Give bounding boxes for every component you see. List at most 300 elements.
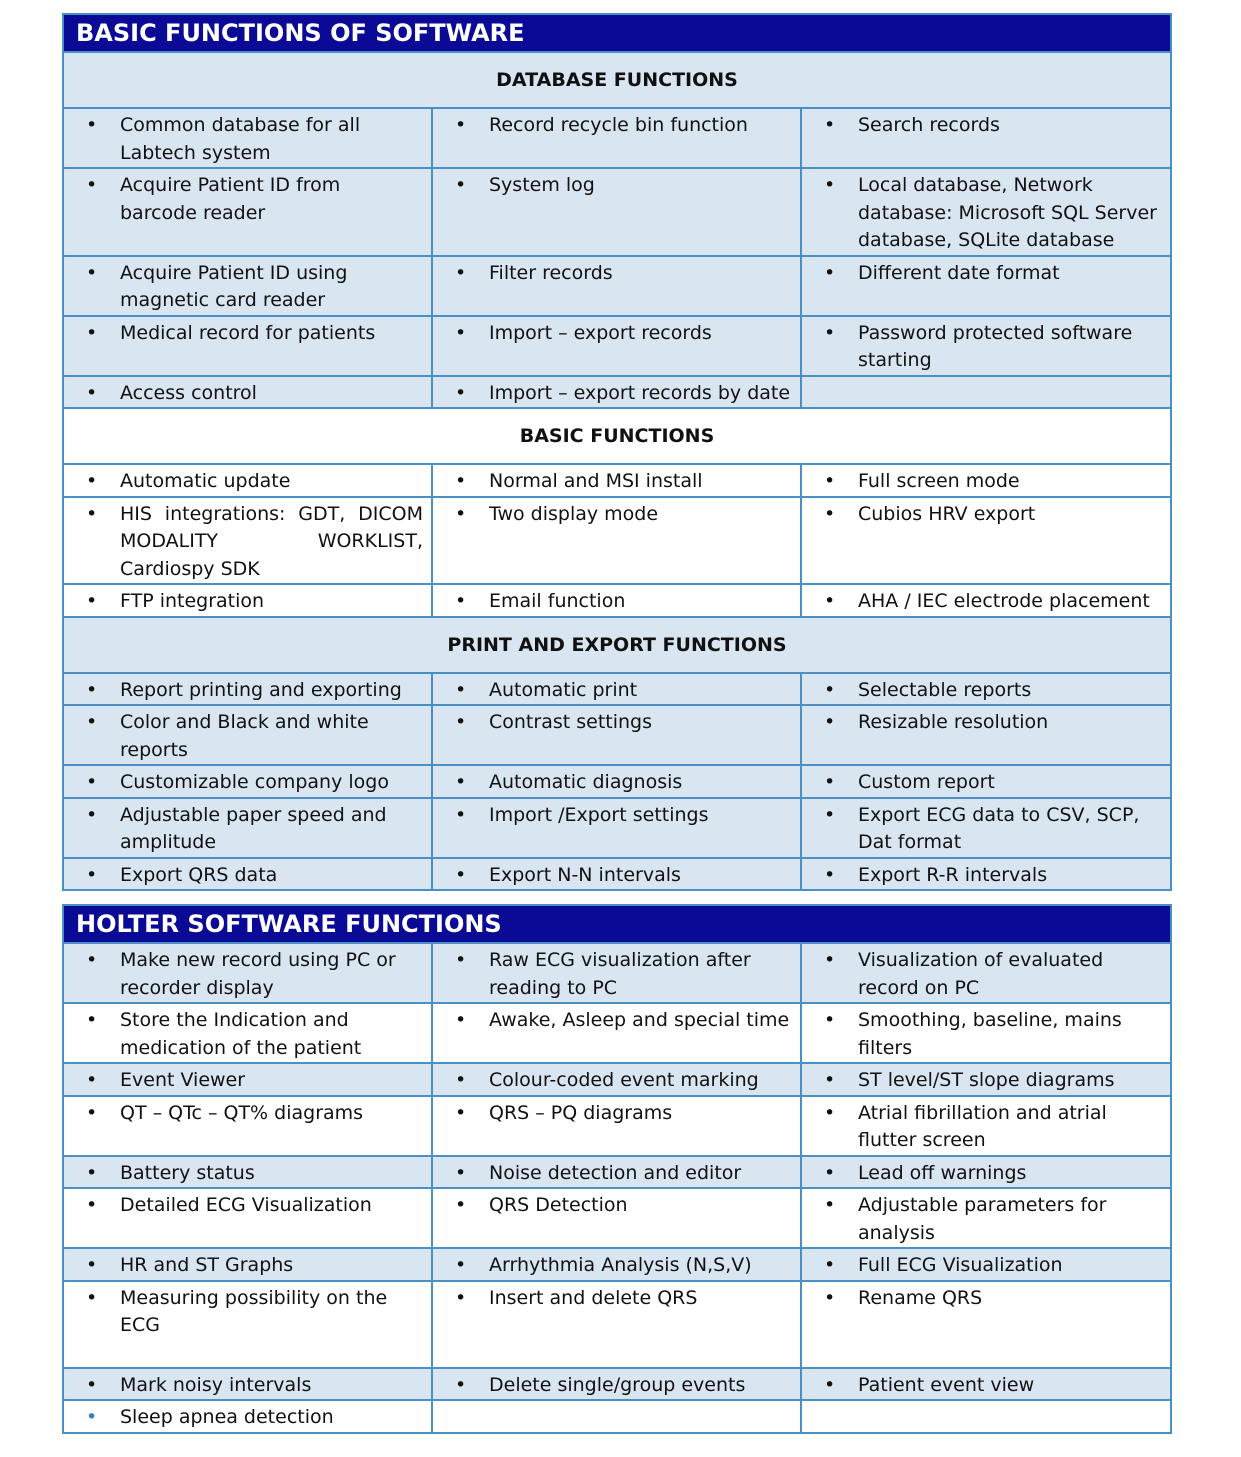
list-item: [433, 1004, 800, 1035]
table-row: [63, 1368, 1171, 1401]
table-cell: [801, 1156, 1171, 1189]
feature-label: Arrhythmia Analysis (N,S,V): [489, 1254, 752, 1276]
section-row: [63, 408, 1171, 464]
table-cell: [63, 497, 432, 585]
bullet-icon: •: [824, 470, 836, 492]
bullet-icon: •: [824, 1194, 836, 1216]
list-item: [433, 1249, 800, 1280]
list-item: [802, 169, 1170, 255]
table-cell: [801, 584, 1171, 617]
bullet-icon: •: [455, 1286, 467, 1309]
list-item: [433, 498, 800, 529]
table-cell: [801, 1003, 1171, 1063]
bullet-icon: •: [86, 803, 98, 826]
bullet-icon: •: [86, 1101, 98, 1124]
table-cell: [432, 1248, 801, 1281]
table-row: [63, 673, 1171, 706]
list-item: [802, 1064, 1170, 1095]
bullet-icon: •: [455, 1101, 467, 1124]
table-cell: [801, 464, 1171, 497]
list-item: [433, 766, 800, 797]
bullet-icon: •: [824, 863, 836, 886]
list-item: [802, 944, 1170, 1002]
table-cell: [63, 798, 432, 858]
feature-label: QRS – PQ diagrams: [489, 1101, 673, 1124]
print-export-functions-heading: PRINT AND EXPORT FUNCTIONS: [63, 617, 1171, 673]
bullet-icon: •: [86, 114, 98, 136]
bullet-icon: •: [86, 321, 98, 344]
table-cell: [63, 256, 432, 316]
holter-functions-table: [62, 904, 1172, 1434]
bullet-icon: •: [86, 1009, 98, 1031]
feature-label: Adjustable parameters for analysis: [858, 1194, 1107, 1244]
bullet-icon: •: [455, 711, 467, 733]
bullet-icon: •: [824, 590, 836, 612]
feature-label: Contrast settings: [489, 711, 652, 733]
bullet-icon: •: [455, 1161, 467, 1184]
feature-label: Automatic print: [489, 678, 638, 701]
feature-label: HIS integrations: GDT, DICOM MODALITY WORKLIST, Cardiospy SDK: [120, 502, 423, 580]
table-row: [63, 584, 1171, 617]
table-cell: [63, 1096, 432, 1156]
table-cell: [63, 1281, 432, 1368]
bullet-icon: •: [824, 1009, 836, 1031]
list-item: [64, 706, 431, 764]
bullet-icon: •: [86, 678, 98, 701]
feature-label: Email function: [489, 590, 626, 612]
list-item: [802, 317, 1170, 375]
bullet-icon: •: [86, 1373, 98, 1396]
list-item: [64, 766, 431, 797]
holter-functions-title: HOLTER SOFTWARE FUNCTIONS: [63, 905, 1171, 943]
table-cell: [432, 168, 801, 256]
feature-label: QT – QTc – QT% diagrams: [120, 1101, 364, 1124]
table-cell: [432, 464, 801, 497]
bullet-icon: •: [824, 1286, 836, 1309]
list-item: [64, 674, 431, 705]
bullet-icon: •: [824, 321, 836, 344]
list-item: [433, 859, 800, 890]
table-row: [63, 1063, 1171, 1096]
feature-label: Customizable company logo: [120, 771, 389, 793]
list-item: [64, 859, 431, 890]
feature-label: Color and Black and white reports: [120, 711, 369, 761]
list-item: [802, 706, 1170, 737]
bullet-icon: •: [455, 1069, 467, 1091]
feature-label: Battery status: [120, 1161, 255, 1184]
list-item: [64, 1097, 431, 1128]
table-row: [63, 108, 1171, 168]
bullet-icon: •: [455, 321, 467, 344]
feature-label: Import – export records: [489, 321, 712, 344]
list-item: [64, 377, 431, 408]
list-item: [802, 465, 1170, 496]
table-row: [63, 1281, 1171, 1368]
feature-label: Visualization of evaluated record on PC: [858, 949, 1104, 999]
list-item: [64, 317, 431, 348]
list-item: [433, 944, 800, 1002]
table-cell: [432, 798, 801, 858]
feature-label: Patient event view: [858, 1373, 1035, 1396]
table-cell: [801, 256, 1171, 316]
list-item: [433, 1189, 800, 1220]
table-cell: [801, 1188, 1171, 1248]
bullet-icon: •: [86, 1069, 98, 1091]
feature-label: Local database, Network database: Microsoft SQL Server database, SQLite database: [858, 174, 1157, 251]
bullet-icon: •: [824, 502, 836, 525]
table-cell: [432, 497, 801, 585]
table-cell: [63, 673, 432, 706]
list-item: [64, 1401, 431, 1432]
list-item: [433, 1157, 800, 1188]
bullet-icon: •: [86, 1254, 98, 1276]
list-item: [802, 109, 1170, 140]
list-item: [64, 257, 431, 315]
bullet-icon: •: [455, 114, 467, 136]
list-item: [802, 1282, 1170, 1313]
basic-functions-body: [63, 14, 1171, 890]
table-row: [63, 858, 1171, 891]
feature-label: ST level/ST slope diagrams: [858, 1069, 1115, 1091]
list-item: [433, 169, 800, 200]
table-cell: [432, 108, 801, 168]
list-item: [802, 1157, 1170, 1188]
table-cell: [432, 1096, 801, 1156]
list-item: [433, 1064, 800, 1095]
table-row: [63, 464, 1171, 497]
feature-label: Acquire Patient ID from barcode reader: [120, 174, 341, 224]
list-item: [433, 674, 800, 705]
bullet-icon: •: [824, 174, 836, 196]
feature-label: HR and ST Graphs: [120, 1254, 294, 1276]
feature-label: Medical record for patients: [120, 321, 376, 344]
feature-label: Filter records: [489, 261, 613, 284]
table-cell: [63, 464, 432, 497]
table-row: [63, 256, 1171, 316]
table-cell: [63, 1248, 432, 1281]
table-cell: [63, 108, 432, 168]
table-row: [63, 497, 1171, 585]
table-row: [63, 376, 1171, 409]
bullet-icon: •: [455, 261, 467, 284]
table-cell: [801, 376, 1171, 409]
bullet-icon: •: [455, 381, 467, 404]
feature-label: Normal and MSI install: [489, 470, 703, 492]
table-cell: [63, 1003, 432, 1063]
table-row: [63, 705, 1171, 765]
bullet-icon: •: [455, 803, 467, 826]
table-row: [63, 798, 1171, 858]
bullet-icon: •: [455, 470, 467, 492]
list-item: [64, 1189, 431, 1220]
feature-label: FTP integration: [120, 590, 265, 612]
table-cell: [63, 1063, 432, 1096]
table-cell: [63, 765, 432, 798]
section-row: [63, 617, 1171, 673]
feature-label: Adjustable paper speed and amplitude: [120, 803, 387, 853]
table-row: [63, 943, 1171, 1003]
feature-label: Password protected software starting: [858, 321, 1133, 371]
bullet-icon: •: [86, 590, 98, 612]
table-cell: [432, 376, 801, 409]
table-cell: [801, 858, 1171, 891]
feature-label: Mark noisy intervals: [120, 1373, 312, 1396]
bullet-icon: •: [455, 863, 467, 886]
table-cell: [63, 705, 432, 765]
list-item: [802, 674, 1170, 705]
title-row: [63, 905, 1171, 943]
table-cell: [801, 316, 1171, 376]
feature-label: Export N-N intervals: [489, 863, 681, 886]
feature-label: Record recycle bin function: [489, 114, 748, 136]
table-cell: [801, 1248, 1171, 1281]
table-cell: [801, 168, 1171, 256]
bullet-icon: •: [824, 114, 836, 136]
feature-label: Measuring possibility on the ECG: [120, 1286, 388, 1336]
bullet-icon: •: [455, 678, 467, 701]
feature-label: Import /Export settings: [489, 803, 709, 826]
feature-label: Different date format: [858, 261, 1060, 284]
feature-label: Export R-R intervals: [858, 863, 1048, 886]
list-item: [802, 1249, 1170, 1280]
list-item: [802, 859, 1170, 890]
table-cell: [801, 765, 1171, 798]
list-item: [64, 1064, 431, 1095]
list-item: [433, 377, 800, 408]
table-cell: [801, 798, 1171, 858]
feature-label: Acquire Patient ID using magnetic card reader: [120, 261, 348, 311]
table-cell: [801, 1400, 1171, 1433]
bullet-icon: •: [824, 711, 836, 733]
list-item: [64, 1004, 431, 1062]
table-cell: [801, 1368, 1171, 1401]
table-cell: [63, 1156, 432, 1189]
feature-label: Report printing and exporting: [120, 678, 402, 701]
bullet-icon: •: [824, 1373, 836, 1396]
table-cell: [801, 705, 1171, 765]
feature-label: QRS Detection: [489, 1194, 628, 1216]
list-item: [433, 1369, 800, 1400]
table-cell: [432, 1400, 801, 1433]
feature-label: Insert and delete QRS: [489, 1286, 698, 1309]
bullet-icon: •: [824, 678, 836, 701]
title-row: [63, 14, 1171, 52]
feature-label: Automatic diagnosis: [489, 771, 683, 793]
bullet-icon: •: [455, 174, 467, 196]
feature-label: Search records: [858, 114, 1000, 136]
list-item: [802, 1369, 1170, 1400]
table-cell: [432, 1368, 801, 1401]
holter-functions-body: [63, 905, 1171, 1433]
basic-functions-table: [62, 13, 1172, 891]
bullet-icon: •: [86, 381, 98, 404]
section-row: [63, 52, 1171, 108]
table-cell: [432, 673, 801, 706]
feature-label: Automatic update: [120, 470, 291, 492]
feature-label: Noise detection and editor: [489, 1161, 742, 1184]
bullet-icon: •: [455, 1009, 467, 1031]
list-item: [64, 799, 431, 857]
feature-label: AHA / IEC electrode placement: [858, 590, 1150, 612]
bullet-icon: •: [86, 863, 98, 886]
basic-functions-heading: BASIC FUNCTIONS: [63, 408, 1171, 464]
table-cell: [801, 497, 1171, 585]
bullet-icon: •: [824, 1069, 836, 1091]
bullet-icon: •: [86, 1406, 98, 1428]
list-item: [802, 585, 1170, 616]
list-item: [802, 257, 1170, 288]
table-cell: [63, 943, 432, 1003]
table-cell: [63, 316, 432, 376]
list-item: [64, 1369, 431, 1400]
list-item: [433, 1282, 800, 1313]
table-cell: [432, 1281, 801, 1368]
table-cell: [432, 1188, 801, 1248]
feature-label: Two display mode: [489, 502, 659, 525]
basic-functions-title: BASIC FUNCTIONS OF SOFTWARE: [63, 14, 1171, 52]
table-row: [63, 1400, 1171, 1433]
feature-label: Custom report: [858, 771, 995, 793]
table-cell: [63, 1188, 432, 1248]
table-cell: [432, 858, 801, 891]
table-cell: [432, 705, 801, 765]
list-item: [433, 317, 800, 348]
list-item: [64, 944, 431, 1002]
list-item: [64, 1249, 431, 1280]
bullet-icon: •: [455, 590, 467, 612]
feature-label: Full screen mode: [858, 470, 1020, 492]
table-cell: [432, 765, 801, 798]
feature-label: Sleep apnea detection: [120, 1406, 334, 1428]
list-item: [64, 498, 431, 584]
table-row: [63, 1003, 1171, 1063]
feature-label: Awake, Asleep and special time: [489, 1009, 790, 1031]
list-item: [64, 585, 431, 616]
list-item: [433, 465, 800, 496]
table-row: [63, 1096, 1171, 1156]
feature-label: Cubios HRV export: [858, 502, 1036, 525]
list-item: [64, 109, 431, 167]
table-cell: [63, 858, 432, 891]
bullet-icon: •: [86, 502, 98, 525]
list-item: [433, 799, 800, 830]
table-row: [63, 1248, 1171, 1281]
table-cell: [432, 943, 801, 1003]
list-item: [802, 1097, 1170, 1155]
table-cell: [801, 673, 1171, 706]
bullet-icon: •: [824, 1101, 836, 1124]
table-row: [63, 316, 1171, 376]
table-row: [63, 765, 1171, 798]
feature-label: Rename QRS: [858, 1286, 983, 1309]
table-cell: [63, 376, 432, 409]
feature-label: Export ECG data to CSV, SCP, Dat format: [858, 803, 1140, 853]
bullet-icon: •: [86, 1161, 98, 1184]
table-row: [63, 168, 1171, 256]
bullet-icon: •: [824, 261, 836, 284]
feature-label: Selectable reports: [858, 678, 1032, 701]
bullet-icon: •: [824, 803, 836, 826]
feature-label: Detailed ECG Visualization: [120, 1194, 372, 1216]
list-item: [433, 585, 800, 616]
bullet-icon: •: [86, 1286, 98, 1309]
feature-label: Make new record using PC or recorder display: [120, 949, 396, 999]
table-cell: [63, 584, 432, 617]
list-item: [433, 1097, 800, 1128]
bullet-icon: •: [86, 711, 98, 733]
table-cell: [432, 256, 801, 316]
bullet-icon: •: [455, 1373, 467, 1396]
feature-label: Full ECG Visualization: [858, 1254, 1063, 1276]
feature-label: Colour-coded event marking: [489, 1069, 759, 1091]
bullet-icon: •: [455, 1254, 467, 1276]
list-item: [64, 169, 431, 227]
table-cell: [801, 1096, 1171, 1156]
table-cell: [801, 108, 1171, 168]
table-cell: [432, 1063, 801, 1096]
table-cell: [801, 943, 1171, 1003]
feature-label: Common database for all Labtech system: [120, 114, 361, 164]
bullet-icon: •: [455, 502, 467, 525]
list-item: [802, 799, 1170, 857]
feature-label: Export QRS data: [120, 863, 278, 886]
feature-label: Delete single/group events: [489, 1373, 746, 1396]
bullet-icon: •: [455, 949, 467, 971]
list-item: [802, 498, 1170, 529]
table-cell: [432, 1003, 801, 1063]
list-item: [802, 766, 1170, 797]
feature-label: Lead off warnings: [858, 1161, 1027, 1184]
list-item: [802, 1189, 1170, 1247]
table-cell: [63, 1368, 432, 1401]
bullet-icon: •: [824, 1161, 836, 1184]
bullet-icon: •: [824, 1254, 836, 1276]
list-item: [802, 1004, 1170, 1062]
table-cell: [432, 1156, 801, 1189]
list-item: [64, 1157, 431, 1188]
list-item: [433, 706, 800, 737]
list-item: [64, 465, 431, 496]
list-item: [433, 109, 800, 140]
table-cell: [63, 168, 432, 256]
bullet-icon: •: [86, 470, 98, 492]
feature-label: Resizable resolution: [858, 711, 1049, 733]
bullet-icon: •: [455, 1194, 467, 1216]
bullet-icon: •: [86, 1194, 98, 1216]
table-cell: [63, 1400, 432, 1433]
bullet-icon: •: [86, 261, 98, 284]
feature-label: Atrial fibrillation and atrial flutter screen: [858, 1101, 1107, 1151]
list-item: [433, 257, 800, 288]
feature-label: System log: [489, 174, 595, 196]
feature-label: Store the Indication and medication of the patient: [120, 1009, 362, 1059]
bullet-icon: •: [455, 771, 467, 793]
bullet-icon: •: [824, 771, 836, 793]
table-cell: [432, 316, 801, 376]
feature-label: Event Viewer: [120, 1069, 246, 1091]
feature-label: Access control: [120, 381, 257, 404]
feature-label: Raw ECG visualization after reading to PC: [489, 949, 751, 999]
bullet-icon: •: [86, 949, 98, 971]
table-row: [63, 1188, 1171, 1248]
bullet-icon: •: [824, 949, 836, 971]
table-row: [63, 1156, 1171, 1189]
table-cell: [432, 584, 801, 617]
database-functions-heading: DATABASE FUNCTIONS: [63, 52, 1171, 108]
feature-label: Smoothing, baseline, mains filters: [858, 1009, 1122, 1059]
bullet-icon: •: [86, 771, 98, 793]
table-cell: [801, 1281, 1171, 1368]
